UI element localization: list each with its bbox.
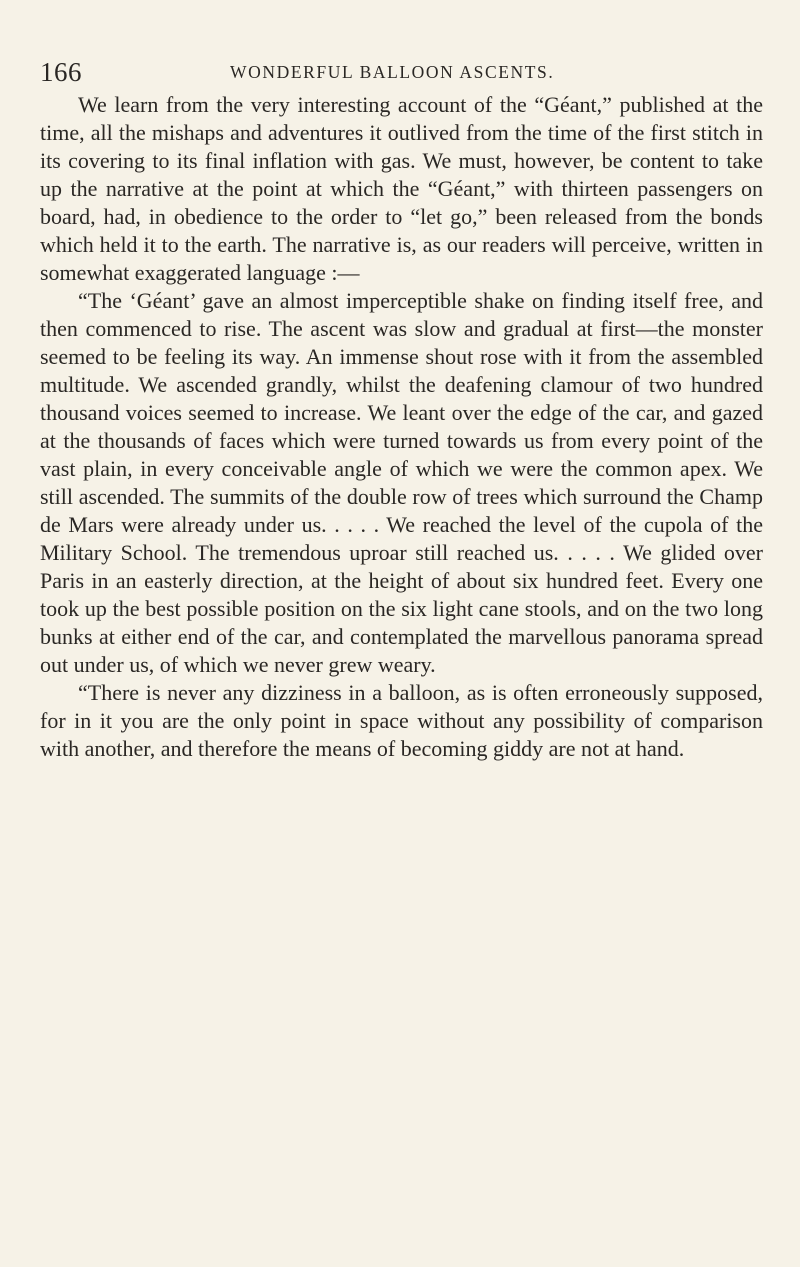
page-number: 166 <box>40 57 82 87</box>
paragraph: “There is never any dizziness in a balloon, as is often erroneously supposed, for in it you are the only point in space without any possibility of comparison with another, and therefore the means of becoming giddy are not at hand. <box>40 680 763 761</box>
running-head <box>40 52 760 92</box>
paragraph: “The ‘Géant’ gave an almost imperceptible shake on finding itself free, and then commenced to rise. The ascent was slow and gradual at first—the monster seemed to be feeling its way. An immense shout rose with it from the assembled multitude. We ascended grandly, whilst the deafening clamour of two hundred thousand voices seemed to increase. We leant over the edge of the car, and gazed at the thousands of faces which were turned towards us from every point of the vast plain, in every conceivable angle of which we were the common apex. We still ascended. The summits of the double row of trees which surround the Champ de Mars were already under us. . . . . We reached the level of the cupola of the Military School. The tremendous uproar still reached us. . . . . We glided over Paris in an easterly direction, at the height of about six hundred feet. Every one took up the best possible position on the six light cane stools, and on the two long bunks at either end of the car, and contemplated the marvellous panorama spread out under us, of which we never grew weary. <box>40 288 763 677</box>
body-text <box>40 91 763 763</box>
paragraph: We learn from the very interesting account of the “Géant,” published at the time, all the mishaps and adventures it outlived from the time of the first stitch in its covering to its final inflation with gas. We must, however, be content to take up the narrative at the point at which the “Géant,” with thirteen passengers on board, had, in obedience to the order to “let go,” been released from the bonds which held it to the earth. The narrative is, as our readers will perceive, written in somewhat exaggerated language :— <box>40 92 763 285</box>
running-title: WONDERFUL BALLOON ASCENTS. <box>230 62 555 82</box>
